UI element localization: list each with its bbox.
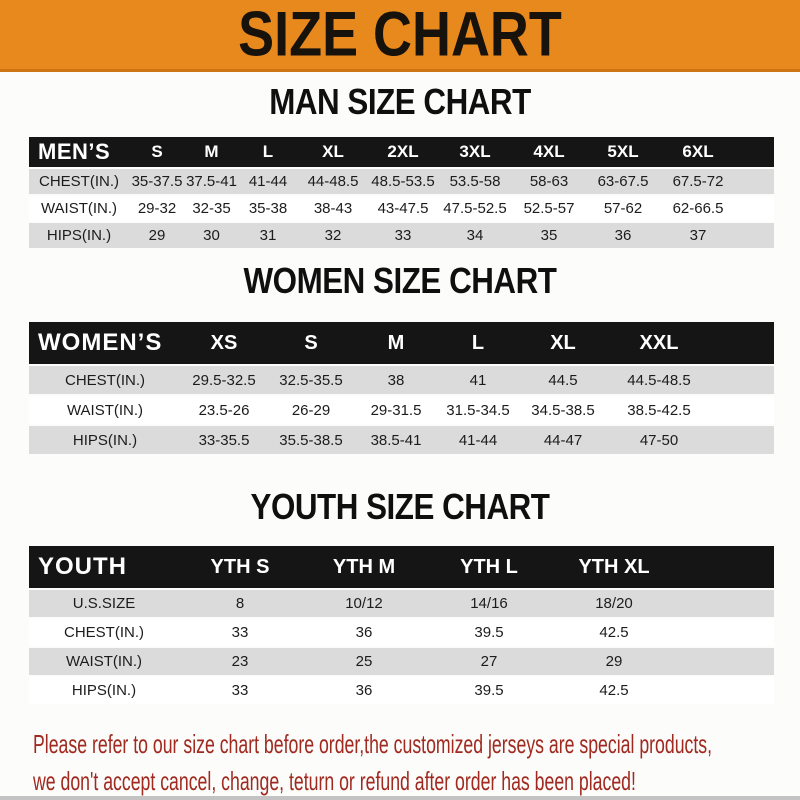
youth-size-table [29, 544, 774, 706]
column-header: 3XL [438, 137, 512, 167]
size-value-cell: 33-35.5 [181, 426, 267, 454]
header-row [29, 137, 774, 167]
table-row [29, 677, 774, 704]
youth-section-title: YOUTH SIZE CHART [250, 486, 550, 527]
size-value-cell: 31.5-34.5 [437, 396, 519, 424]
table-row [29, 619, 774, 646]
column-header: YTH M [301, 546, 427, 588]
row-label: HIPS(IN.) [29, 426, 181, 454]
size-value-cell: 44-47 [519, 426, 607, 454]
size-value-cell: 38 [355, 366, 437, 394]
column-header: XL [519, 322, 607, 364]
size-value-cell: 30 [185, 223, 238, 248]
size-value-cell: 48.5-53.5 [368, 169, 438, 194]
size-value-cell: 29-32 [129, 196, 185, 221]
size-value-cell: 62-66.5 [660, 196, 736, 221]
row-filler [677, 619, 774, 646]
size-value-cell: 33 [179, 619, 301, 646]
table-row [29, 196, 774, 221]
row-filler [677, 590, 774, 617]
size-value-cell: 39.5 [427, 619, 551, 646]
section-women-size-chart [0, 260, 800, 456]
column-header: S [267, 322, 355, 364]
column-header: YTH S [179, 546, 301, 588]
size-value-cell: 36 [586, 223, 660, 248]
size-value-cell: 35 [512, 223, 586, 248]
size-value-cell: 10/12 [301, 590, 427, 617]
row-filler [736, 223, 774, 248]
column-header: L [238, 137, 298, 167]
size-value-cell: 23.5-26 [181, 396, 267, 424]
size-value-cell: 36 [301, 619, 427, 646]
row-label: CHEST(IN.) [29, 169, 129, 194]
table-corner-label: MEN’S [29, 137, 129, 167]
size-value-cell: 32-35 [185, 196, 238, 221]
disclaimer [33, 728, 800, 800]
size-value-cell: 25 [301, 648, 427, 675]
column-header: XXL [607, 322, 711, 364]
header-filler [677, 546, 774, 588]
column-header: 2XL [368, 137, 438, 167]
section-youth-size-chart [0, 486, 800, 706]
size-value-cell: 43-47.5 [368, 196, 438, 221]
banner [0, 0, 800, 72]
size-value-cell: 37.5-41 [185, 169, 238, 194]
size-value-cell: 58-63 [512, 169, 586, 194]
size-value-cell: 18/20 [551, 590, 677, 617]
women-section-title: WOMEN SIZE CHART [243, 260, 557, 301]
size-value-cell: 47.5-52.5 [438, 196, 512, 221]
size-value-cell: 33 [179, 677, 301, 704]
column-header: M [185, 137, 238, 167]
table-row [29, 366, 774, 394]
row-label: WAIST(IN.) [29, 648, 179, 675]
size-value-cell: 31 [238, 223, 298, 248]
row-label: WAIST(IN.) [29, 396, 181, 424]
table-row [29, 396, 774, 424]
column-header: 4XL [512, 137, 586, 167]
page-title: SIZE CHART [238, 0, 562, 70]
bottom-edge-strip [0, 796, 800, 800]
size-value-cell: 29 [129, 223, 185, 248]
section-man-size-chart [0, 81, 800, 250]
size-value-cell: 38.5-42.5 [607, 396, 711, 424]
column-header: S [129, 137, 185, 167]
size-value-cell: 29-31.5 [355, 396, 437, 424]
column-header: XS [181, 322, 267, 364]
disclaimer-text-1: Please refer to our size chart before order,the customized jerseys are special products, [33, 729, 713, 759]
row-filler [677, 648, 774, 675]
header-filler [711, 322, 774, 364]
size-value-cell: 57-62 [586, 196, 660, 221]
column-header: L [437, 322, 519, 364]
size-value-cell: 44-48.5 [298, 169, 368, 194]
women-size-table [29, 320, 774, 456]
size-value-cell: 44.5-48.5 [607, 366, 711, 394]
column-header: M [355, 322, 437, 364]
size-value-cell: 32.5-35.5 [267, 366, 355, 394]
row-filler [711, 426, 774, 454]
size-value-cell: 14/16 [427, 590, 551, 617]
size-value-cell: 41-44 [238, 169, 298, 194]
size-value-cell: 23 [179, 648, 301, 675]
column-header: YTH XL [551, 546, 677, 588]
table-row [29, 223, 774, 248]
column-header: 6XL [660, 137, 736, 167]
row-label: HIPS(IN.) [29, 223, 129, 248]
column-header: YTH L [427, 546, 551, 588]
size-value-cell: 39.5 [427, 677, 551, 704]
size-value-cell: 35.5-38.5 [267, 426, 355, 454]
size-value-cell: 52.5-57 [512, 196, 586, 221]
size-value-cell: 44.5 [519, 366, 607, 394]
row-filler [677, 677, 774, 704]
size-value-cell: 42.5 [551, 619, 677, 646]
men-size-table [29, 135, 774, 250]
size-value-cell: 34 [438, 223, 512, 248]
row-filler [736, 169, 774, 194]
size-value-cell: 63-67.5 [586, 169, 660, 194]
row-label: HIPS(IN.) [29, 677, 179, 704]
table-corner-label: YOUTH [29, 546, 179, 588]
size-value-cell: 29.5-32.5 [181, 366, 267, 394]
size-value-cell: 38.5-41 [355, 426, 437, 454]
size-value-cell: 8 [179, 590, 301, 617]
size-value-cell: 32 [298, 223, 368, 248]
size-value-cell: 53.5-58 [438, 169, 512, 194]
table-row [29, 590, 774, 617]
disclaimer-line-1 [33, 728, 800, 765]
size-value-cell: 38-43 [298, 196, 368, 221]
size-value-cell: 35-38 [238, 196, 298, 221]
size-value-cell: 67.5-72 [660, 169, 736, 194]
disclaimer-line-2 [33, 765, 800, 800]
header-row [29, 322, 774, 364]
size-value-cell: 34.5-38.5 [519, 396, 607, 424]
row-filler [711, 366, 774, 394]
row-filler [711, 396, 774, 424]
size-value-cell: 26-29 [267, 396, 355, 424]
size-value-cell: 27 [427, 648, 551, 675]
header-row [29, 546, 774, 588]
disclaimer-text-2: we don't accept cancel, change, teturn or refund after order has been placed! [33, 766, 636, 796]
size-value-cell: 35-37.5 [129, 169, 185, 194]
row-label: U.S.SIZE [29, 590, 179, 617]
size-value-cell: 36 [301, 677, 427, 704]
row-label: CHEST(IN.) [29, 619, 179, 646]
column-header: 5XL [586, 137, 660, 167]
table-corner-label: WOMEN’S [29, 322, 181, 364]
table-row [29, 169, 774, 194]
row-label: CHEST(IN.) [29, 366, 181, 394]
size-value-cell: 33 [368, 223, 438, 248]
column-header: XL [298, 137, 368, 167]
size-value-cell: 29 [551, 648, 677, 675]
size-value-cell: 41 [437, 366, 519, 394]
table-row [29, 426, 774, 454]
table-row [29, 648, 774, 675]
size-value-cell: 47-50 [607, 426, 711, 454]
row-label: WAIST(IN.) [29, 196, 129, 221]
header-filler [736, 137, 774, 167]
row-filler [736, 196, 774, 221]
size-value-cell: 42.5 [551, 677, 677, 704]
size-value-cell: 37 [660, 223, 736, 248]
size-value-cell: 41-44 [437, 426, 519, 454]
man-section-title: MAN SIZE CHART [269, 81, 531, 122]
